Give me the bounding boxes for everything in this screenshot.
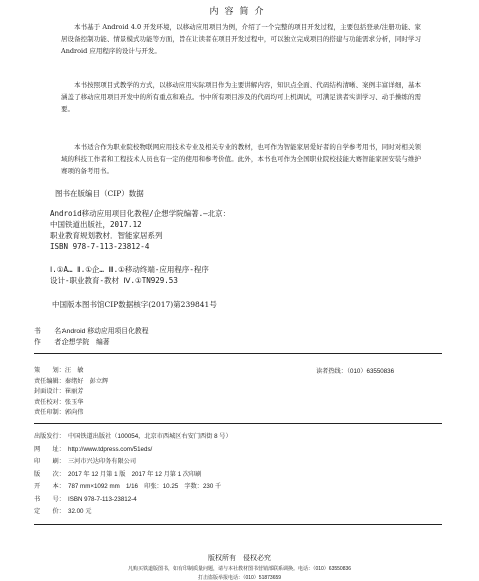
intro-paragraph-text: 本书适合作为职业院校物联网应用技术专业及相关专业的教材，也可作为智能家居爱好者的自学参考用书，同时对相关领域的科技工作者和工程技术人员也有一定的使用和参考价值。此外，本书也可作为全国职业院校技能大赛智能家居安装与维护赛项的备考用书。	[61, 143, 421, 175]
copyright-notice: 版权所有 侵权必究	[208, 554, 271, 562]
cip-line: ISBN 978-7-113-23812-4	[50, 242, 150, 251]
cip-line: Ⅰ.①A… Ⅱ.①企… Ⅲ.①移动终端-应用程序-程序	[50, 265, 209, 274]
book-author-label: 作 者：	[34, 339, 68, 346]
intro-title: 内容简介	[209, 7, 270, 17]
intro-paragraph-1	[61, 21, 421, 57]
intro-paragraph-3	[61, 141, 421, 177]
piracy-report-line: 打击盗版举报电话：（010）51873659	[197, 575, 282, 581]
cip-record-number: 中国版本图书馆CIP数据核字(2017)第239841号	[52, 300, 217, 309]
cip-line: 设计-职业教育-教材 Ⅳ.①TN929.53	[50, 276, 178, 285]
pub-website-link[interactable]: http://www.tdpress.com/51eds/	[68, 445, 153, 453]
pub-value: 2017 年 12 月第 1 版 2017 年 12 月第 1 次印刷	[68, 470, 202, 478]
cip-heading: 图书在版编目（CIP）数据	[55, 189, 144, 198]
staff-row: 责任印制：郭向伟	[34, 409, 84, 416]
reader-hotline: 读者热线：（010）63550836	[316, 368, 395, 375]
cip-block-b	[50, 264, 209, 286]
intro-paragraph-text: 本书按照项目式教学的方式，以移动应用实际项目作为主要讲解内容，知识点全面、代码结构清晰、案例丰富详细，基本涵盖了移动应用项目开发中的所有重点和难点。书中所有项目涉及的代码均可上机调试，可满足读者实训学习、动手操练的需要。	[61, 81, 421, 113]
pub-row	[34, 494, 232, 507]
pub-value: 中国铁道出版社（100054，北京市西城区右安门西街 8 号）	[68, 433, 232, 440]
pub-label: 网 址：	[34, 445, 65, 453]
staff-row: 责任编辑：秦绪好 彭立辉	[34, 377, 109, 385]
cip-line: 中国铁道出版社，2017.12	[50, 220, 142, 229]
pub-row	[34, 506, 232, 519]
pub-row	[34, 444, 232, 457]
staff-list	[34, 366, 108, 419]
intro-paragraph-2	[61, 79, 421, 115]
cip-line: Android移动应用项目化教程/企想学院编著.—北京：	[50, 209, 231, 218]
pub-value: 三河市兴达印务有限公司	[68, 458, 137, 465]
pub-label: 印 刷：	[34, 458, 65, 465]
book-info	[34, 326, 149, 348]
pub-value: 32.00 元	[68, 508, 92, 515]
staff-row: 策 划：汪 敏	[34, 367, 84, 374]
divider-middle	[34, 423, 442, 424]
pub-label: 版 次：	[34, 470, 65, 478]
pub-value: ISBN 978-7-113-23812-4	[68, 495, 137, 503]
pub-label: 出版发行：	[34, 433, 65, 440]
pub-row	[34, 431, 232, 444]
book-author-value: 企想学院 编著	[62, 339, 110, 346]
pub-label: 定 价：	[34, 508, 65, 515]
pub-label: 开 本：	[34, 483, 65, 490]
book-title-label: 书 名：	[34, 328, 68, 335]
divider-bottom	[34, 524, 442, 525]
intro-paragraph-text: 本书基于 Android 4.0 开发环境，以移动应用项目为例，介绍了一个完整的项目开发过程，主要包括登录/注册功能、家居设备控制功能、情景模式功能等方面，旨在让读者在项目开发过程中，可以独立完成项目的搭建与功能需求分析，同时学习 Android 应用程序的设计与开发。	[61, 23, 421, 55]
publication-info	[34, 431, 232, 519]
divider-top	[34, 353, 442, 354]
pub-row	[34, 456, 232, 469]
pub-row	[34, 481, 232, 494]
pub-row	[34, 469, 232, 482]
pub-value: 787 mm×1092 mm 1/16 印张：10.25 字数：230 千	[68, 483, 222, 490]
cip-block-a	[50, 208, 230, 252]
book-title-row	[34, 326, 149, 337]
staff-row: 封面设计：崔丽芳	[34, 388, 84, 395]
quality-notice: 凡购买铁道版图书，如有印制质量问题，请与本社教材图书营销部联系调换。电话：（010）63550836	[127, 566, 352, 572]
staff-row: 责任校对：张玉华	[34, 398, 84, 406]
book-author-row	[34, 337, 149, 348]
book-title-value: Android 移动应用项目化教程	[62, 328, 149, 335]
pub-label: 书 号：	[34, 495, 65, 503]
cip-line: 职业教育规划教材．智能家居系列	[50, 231, 163, 240]
